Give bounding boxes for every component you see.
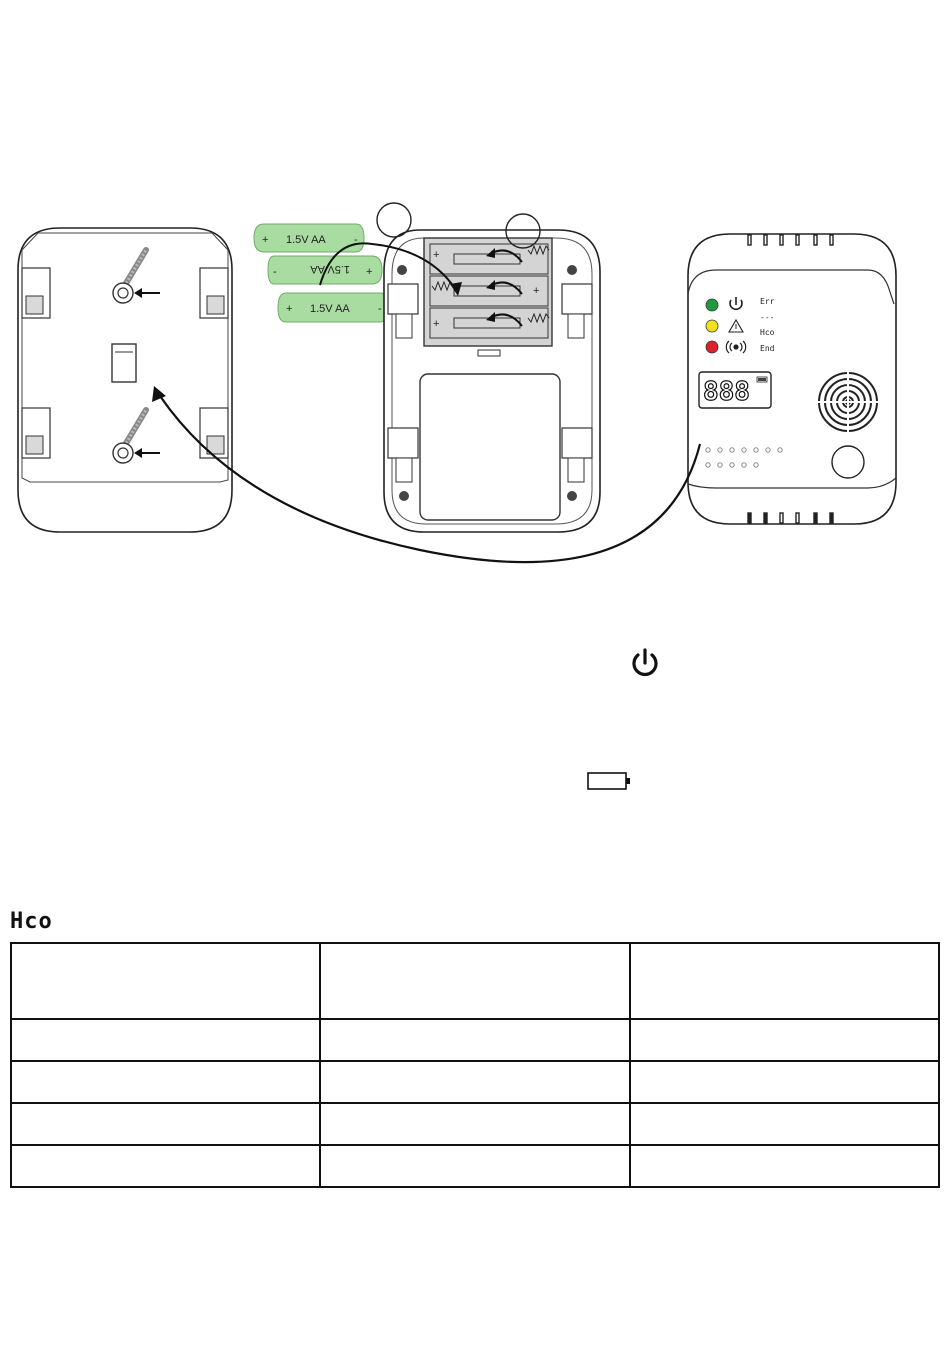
battery-2-minus: -: [273, 266, 277, 278]
status-label-end: End: [760, 344, 775, 353]
table-cell: [320, 943, 629, 1019]
lcd-digits: 888: [703, 377, 750, 407]
table-header-row: [11, 943, 939, 1019]
mounting-plate: [18, 228, 232, 532]
table-cell: [630, 1103, 939, 1145]
table-row: [11, 1061, 939, 1103]
battery-3-plus: +: [286, 303, 293, 315]
table-cell: [11, 1061, 320, 1103]
battery-3: [278, 293, 388, 322]
detector-back: [384, 230, 600, 532]
detector-front: [688, 234, 896, 524]
plate-clip-top-right: [200, 268, 228, 318]
battery-3-minus: -: [378, 303, 382, 315]
battery-2-label: 1.5V AA: [310, 263, 350, 275]
hco-heading: Hco: [10, 909, 53, 934]
table-row: [11, 1019, 939, 1061]
battery-compartment: [424, 238, 552, 346]
table-cell: [11, 943, 320, 1019]
table-cell: [320, 1103, 629, 1145]
table-row: [11, 1145, 939, 1187]
led-red: [706, 341, 718, 353]
installation-diagram: [0, 0, 950, 600]
status-label-err: Err: [760, 297, 775, 306]
compartment-plus-2: +: [533, 285, 540, 297]
plate-clip-bottom-left: [22, 408, 50, 458]
battery-2-plus: +: [366, 266, 373, 278]
status-label-dashes: ---: [760, 313, 775, 322]
readings-table: [10, 942, 940, 1188]
table-cell: [630, 1145, 939, 1187]
compartment-plus-1: +: [433, 249, 440, 261]
plate-clip-bottom-right: [200, 408, 228, 458]
table-cell: [11, 1103, 320, 1145]
table-cell: [630, 1019, 939, 1061]
plate-latch: [112, 344, 136, 382]
power-icon: [628, 646, 662, 680]
test-button[interactable]: [832, 446, 864, 478]
led-green: [706, 299, 718, 311]
table-cell: [320, 1061, 629, 1103]
battery-1-label: 1.5V AA: [286, 234, 326, 246]
table-cell: [320, 1145, 629, 1187]
led-yellow: [706, 320, 718, 332]
compartment-plus-3: +: [433, 318, 440, 330]
table-cell: [630, 1061, 939, 1103]
table-row: [11, 1103, 939, 1145]
battery-3-label: 1.5V AA: [310, 303, 350, 315]
plate-clip-top-left: [22, 268, 50, 318]
table-cell: [11, 1145, 320, 1187]
lcd-display: [699, 372, 771, 408]
battery-icon: [586, 770, 632, 792]
table-cell: [11, 1019, 320, 1061]
status-label-hco: Hco: [760, 328, 775, 337]
table-cell: [320, 1019, 629, 1061]
battery-1-minus: -: [354, 234, 358, 246]
table-cell: [630, 943, 939, 1019]
step-circle-1: [377, 203, 411, 237]
battery-1-plus: +: [262, 234, 269, 246]
